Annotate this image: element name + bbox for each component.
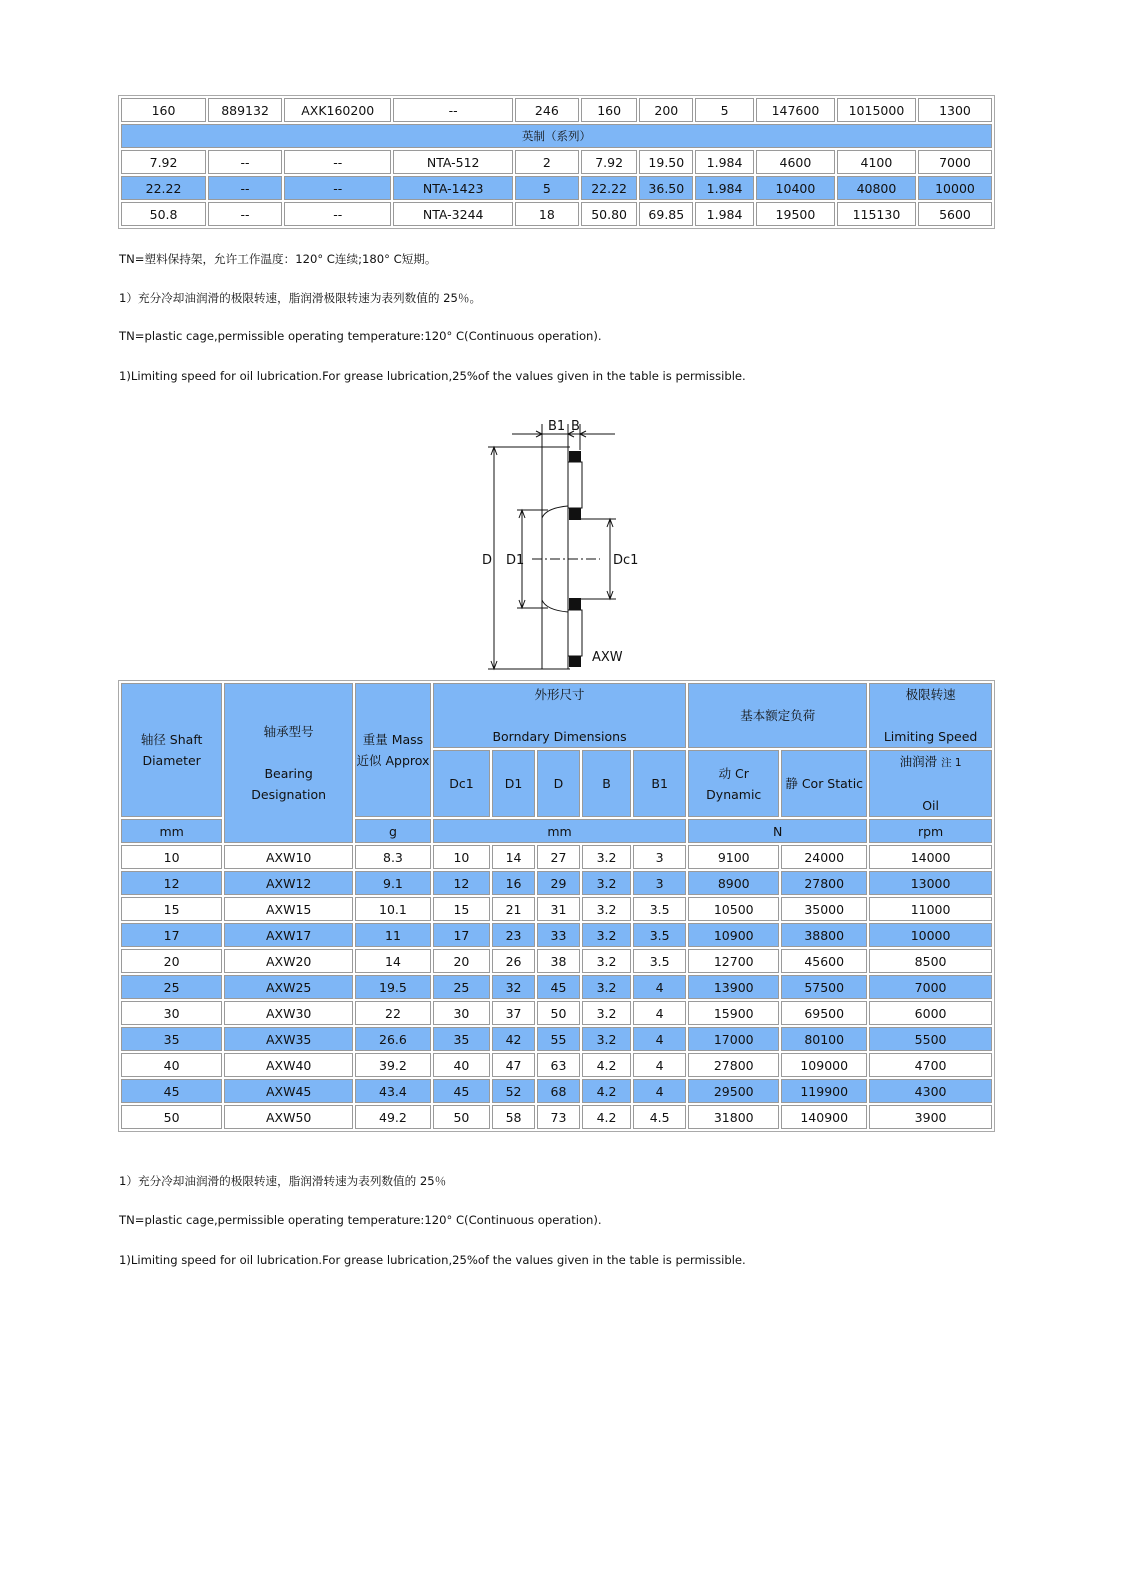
table-cell: 40800 bbox=[837, 176, 916, 200]
table-row bbox=[121, 923, 992, 947]
table-cell: 50 bbox=[121, 1105, 222, 1129]
table-cell: 160 bbox=[581, 98, 638, 122]
table-cell: 1.984 bbox=[695, 150, 754, 174]
table-cell: 10400 bbox=[756, 176, 835, 200]
unit-shaft: mm bbox=[121, 819, 222, 843]
table-row bbox=[121, 949, 992, 973]
table-cell: 47 bbox=[492, 1053, 535, 1077]
table-cell: 38800 bbox=[781, 923, 867, 947]
table-row bbox=[121, 202, 992, 226]
header-dims bbox=[433, 683, 686, 748]
table-cell: AXW20 bbox=[224, 949, 353, 973]
table-cell: AXW50 bbox=[224, 1105, 353, 1129]
table-cell: 12700 bbox=[688, 949, 779, 973]
table-cell: 9.1 bbox=[355, 871, 431, 895]
table-cell: AXW17 bbox=[224, 923, 353, 947]
table-cell: 31800 bbox=[688, 1105, 779, 1129]
table-cell: 3.2 bbox=[582, 871, 631, 895]
table-cell: 7000 bbox=[869, 975, 992, 999]
unit-load: N bbox=[688, 819, 867, 843]
table-cell: 49.2 bbox=[355, 1105, 431, 1129]
table-cell: AXW40 bbox=[224, 1053, 353, 1077]
table-row bbox=[121, 150, 992, 174]
header-speed-en: Limiting Speed bbox=[883, 729, 978, 744]
table-cell: -- bbox=[208, 176, 282, 200]
table-cell: NTA-512 bbox=[393, 150, 513, 174]
table-cell: 35 bbox=[121, 1027, 222, 1051]
header-dims-en: Borndary Dimensions bbox=[492, 729, 627, 744]
table-cell: 5600 bbox=[918, 202, 992, 226]
table-cell: 18 bbox=[515, 202, 579, 226]
table-row bbox=[121, 845, 992, 869]
table-cell: 7.92 bbox=[121, 150, 206, 174]
header-shaft-en: Diameter bbox=[142, 753, 201, 768]
table-cell: -- bbox=[284, 150, 391, 174]
table-cell: 6000 bbox=[869, 1001, 992, 1025]
table-cell: 19.50 bbox=[639, 150, 693, 174]
table-cell: 58 bbox=[492, 1105, 535, 1129]
table-cell: 10 bbox=[121, 845, 222, 869]
axw-table bbox=[118, 680, 995, 1132]
table-row bbox=[121, 897, 992, 921]
header-designation-en: Bearing Designation bbox=[251, 766, 327, 802]
table-cell: 35 bbox=[433, 1027, 490, 1051]
table-cell: 25 bbox=[433, 975, 490, 999]
table-cell: 4.2 bbox=[582, 1105, 631, 1129]
header-oil bbox=[869, 750, 992, 817]
table-cell: 19500 bbox=[756, 202, 835, 226]
table-cell: 42 bbox=[492, 1027, 535, 1051]
table-cell: 27800 bbox=[688, 1053, 779, 1077]
table-cell: AXW12 bbox=[224, 871, 353, 895]
table-row bbox=[121, 1053, 992, 1077]
table-cell: 3 bbox=[633, 871, 686, 895]
table-cell: 14000 bbox=[869, 845, 992, 869]
axk-nta-table-body bbox=[121, 98, 992, 226]
header-speed-cn: 极限转速 bbox=[905, 687, 956, 702]
table-cell: 8500 bbox=[869, 949, 992, 973]
table-cell: 27800 bbox=[781, 871, 867, 895]
table-cell: 14 bbox=[355, 949, 431, 973]
header-dims-cn: 外形尺寸 bbox=[534, 687, 585, 702]
table-cell: 26.6 bbox=[355, 1027, 431, 1051]
unit-speed: rpm bbox=[869, 819, 992, 843]
table-cell: 26 bbox=[492, 949, 535, 973]
table-cell: 50 bbox=[433, 1105, 490, 1129]
axw-table-body bbox=[121, 683, 992, 1129]
axk-nta-table bbox=[118, 95, 995, 229]
table-cell: 55 bbox=[537, 1027, 580, 1051]
table-cell: 33 bbox=[537, 923, 580, 947]
table-cell: 17 bbox=[121, 923, 222, 947]
table-cell: 25 bbox=[121, 975, 222, 999]
table-cell: 160 bbox=[121, 98, 206, 122]
table-cell: 39.2 bbox=[355, 1053, 431, 1077]
header-oil-cn: 油润滑 bbox=[899, 754, 938, 769]
table-row bbox=[121, 1105, 992, 1129]
header-row-1 bbox=[121, 683, 992, 748]
table-cell: 4700 bbox=[869, 1053, 992, 1077]
header-mass bbox=[355, 683, 431, 817]
table-cell: 10000 bbox=[918, 176, 992, 200]
table-cell: 17000 bbox=[688, 1027, 779, 1051]
note-bottom-limit-cn: 1）充分冷却油润滑的极限转速，脂润滑转速为表列数值的 25％ bbox=[119, 1174, 447, 1188]
table-cell: 140900 bbox=[781, 1105, 867, 1129]
note-tn-cn: TN=塑料保持架，允许工作温度：120° C连续;180° C短期。 bbox=[119, 252, 437, 266]
note-bottom-limit-en: 1)Limiting speed for oil lubrication.For grease lubrication,25%of the values given in the table is permissible. bbox=[119, 1253, 746, 1267]
table-cell: AXW10 bbox=[224, 845, 353, 869]
unit-dims: mm bbox=[433, 819, 686, 843]
table-cell: AXW25 bbox=[224, 975, 353, 999]
table-cell: 30 bbox=[433, 1001, 490, 1025]
table-row bbox=[121, 176, 992, 200]
table-cell: 147600 bbox=[756, 98, 835, 122]
table-cell: 40 bbox=[121, 1053, 222, 1077]
table-cell: 115130 bbox=[837, 202, 916, 226]
table-row bbox=[121, 871, 992, 895]
table-cell: 4.2 bbox=[582, 1053, 631, 1077]
table-cell: 119900 bbox=[781, 1079, 867, 1103]
header-speed bbox=[869, 683, 992, 748]
note-limit-cn: 1）充分冷却油润滑的极限转速，脂润滑极限转速为表列数值的 25％。 bbox=[119, 291, 482, 305]
table-cell: AXK160200 bbox=[284, 98, 391, 122]
table-cell: 3.5 bbox=[633, 949, 686, 973]
table-cell: 4300 bbox=[869, 1079, 992, 1103]
header-load-cn: 基本额定负荷 bbox=[740, 708, 816, 723]
table-cell: 45 bbox=[537, 975, 580, 999]
table-cell: 3.2 bbox=[582, 1027, 631, 1051]
header-b1: B1 bbox=[633, 750, 686, 817]
label-d: D bbox=[482, 553, 493, 568]
table-cell: NTA-3244 bbox=[393, 202, 513, 226]
table-cell: 50 bbox=[537, 1001, 580, 1025]
header-cor: 静 Cor Static bbox=[781, 750, 867, 817]
table-cell: 10 bbox=[433, 845, 490, 869]
table-cell: 3.2 bbox=[582, 975, 631, 999]
header-b: B bbox=[582, 750, 631, 817]
table-cell: 3900 bbox=[869, 1105, 992, 1129]
table-cell: 4 bbox=[633, 975, 686, 999]
table-cell: 889132 bbox=[208, 98, 282, 122]
header-mass-en: 近似 Approx bbox=[356, 753, 430, 768]
table-cell: 4.2 bbox=[582, 1079, 631, 1103]
unit-mass: g bbox=[355, 819, 431, 843]
table-cell: AXW30 bbox=[224, 1001, 353, 1025]
header-oil-en: Oil bbox=[922, 798, 939, 813]
table-cell: 30 bbox=[121, 1001, 222, 1025]
table-cell: 10500 bbox=[688, 897, 779, 921]
table-cell: 20 bbox=[433, 949, 490, 973]
table-cell: 1.984 bbox=[695, 176, 754, 200]
table-cell: 1300 bbox=[918, 98, 992, 122]
table-cell: -- bbox=[284, 202, 391, 226]
table-cell: 109000 bbox=[781, 1053, 867, 1077]
table-cell: 3 bbox=[633, 845, 686, 869]
table-cell: 8900 bbox=[688, 871, 779, 895]
table-cell: 10.1 bbox=[355, 897, 431, 921]
table-cell: 16 bbox=[492, 871, 535, 895]
header-oil-note: 注 1 bbox=[941, 757, 962, 769]
table-cell: 3.2 bbox=[582, 897, 631, 921]
table-row bbox=[121, 1079, 992, 1103]
table-cell: 8.3 bbox=[355, 845, 431, 869]
table-cell: 57500 bbox=[781, 975, 867, 999]
table-cell: 12 bbox=[121, 871, 222, 895]
table-cell: 15 bbox=[121, 897, 222, 921]
table-cell: 4.5 bbox=[633, 1105, 686, 1129]
table-cell: 20 bbox=[121, 949, 222, 973]
table-cell: 35000 bbox=[781, 897, 867, 921]
table-cell: 5 bbox=[695, 98, 754, 122]
header-mass-cn: 重量 Mass bbox=[362, 732, 424, 747]
table-cell: 29 bbox=[537, 871, 580, 895]
table-cell: 9100 bbox=[688, 845, 779, 869]
table-cell: 15900 bbox=[688, 1001, 779, 1025]
table-cell: 38 bbox=[537, 949, 580, 973]
table-cell: AXW15 bbox=[224, 897, 353, 921]
table-cell: 13000 bbox=[869, 871, 992, 895]
table-cell: 22.22 bbox=[121, 176, 206, 200]
header-cr: 动 Cr Dynamic bbox=[688, 750, 779, 817]
table-cell: -- bbox=[208, 150, 282, 174]
table-cell: 15 bbox=[433, 897, 490, 921]
header-shaft bbox=[121, 683, 222, 817]
table-cell: NTA-1423 bbox=[393, 176, 513, 200]
table-cell: 80100 bbox=[781, 1027, 867, 1051]
table-cell: -- bbox=[284, 176, 391, 200]
table-cell: 24000 bbox=[781, 845, 867, 869]
table-cell: -- bbox=[208, 202, 282, 226]
table-cell: 69.85 bbox=[639, 202, 693, 226]
note-bottom-tn-en: TN=plastic cage,permissible operating temperature:120° C(Continuous operation). bbox=[119, 1213, 602, 1227]
header-dc1: Dc1 bbox=[433, 750, 490, 817]
table-cell: 4 bbox=[633, 1001, 686, 1025]
table-cell: 63 bbox=[537, 1053, 580, 1077]
table-cell: 4600 bbox=[756, 150, 835, 174]
table-cell: 37 bbox=[492, 1001, 535, 1025]
table-cell: 36.50 bbox=[639, 176, 693, 200]
table-cell: 4 bbox=[633, 1027, 686, 1051]
table-cell: 11 bbox=[355, 923, 431, 947]
table-cell: 22 bbox=[355, 1001, 431, 1025]
table-cell: 21 bbox=[492, 897, 535, 921]
table-cell: 45 bbox=[433, 1079, 490, 1103]
note-limit-en: 1)Limiting speed for oil lubrication.For grease lubrication,25%of the values given in the table is permissible. bbox=[119, 369, 746, 383]
note-tn-en: TN=plastic cage,permissible operating temperature:120° C(Continuous operation). bbox=[119, 329, 602, 343]
table-cell: 4 bbox=[633, 1053, 686, 1077]
table-cell: 7.92 bbox=[581, 150, 638, 174]
table-cell: 3.5 bbox=[633, 923, 686, 947]
table-cell: 50.8 bbox=[121, 202, 206, 226]
label-b1: B1 bbox=[548, 419, 566, 434]
table-cell: 12 bbox=[433, 871, 490, 895]
table-cell: 31 bbox=[537, 897, 580, 921]
table-cell: 10900 bbox=[688, 923, 779, 947]
table-cell: 73 bbox=[537, 1105, 580, 1129]
table-cell: 1.984 bbox=[695, 202, 754, 226]
table-cell: 32 bbox=[492, 975, 535, 999]
table-row bbox=[121, 1027, 992, 1051]
table-cell: 52 bbox=[492, 1079, 535, 1103]
table-cell: -- bbox=[393, 98, 513, 122]
table-cell: 45 bbox=[121, 1079, 222, 1103]
table-cell: 4100 bbox=[837, 150, 916, 174]
header-designation-cn: 轴承型号 bbox=[263, 724, 314, 739]
header-shaft-cn: 轴径 Shaft bbox=[140, 732, 203, 747]
table-cell: 1015000 bbox=[837, 98, 916, 122]
table-cell: 69500 bbox=[781, 1001, 867, 1025]
table-cell: 43.4 bbox=[355, 1079, 431, 1103]
table-cell: 45600 bbox=[781, 949, 867, 973]
label-d1: D1 bbox=[506, 553, 525, 568]
table-cell: 29500 bbox=[688, 1079, 779, 1103]
label-dc1: Dc1 bbox=[613, 553, 639, 568]
table-row bbox=[121, 975, 992, 999]
label-axw: AXW bbox=[592, 650, 623, 665]
table-cell: 14 bbox=[492, 845, 535, 869]
table-row bbox=[121, 98, 992, 122]
header-d: D bbox=[537, 750, 580, 817]
header-load bbox=[688, 683, 867, 748]
section-label: 英制（系列） bbox=[121, 124, 992, 148]
table-cell: 19.5 bbox=[355, 975, 431, 999]
table-cell: 50.80 bbox=[581, 202, 638, 226]
axw-bearing-diagram bbox=[480, 410, 639, 675]
table-cell: AXW35 bbox=[224, 1027, 353, 1051]
table-cell: 10000 bbox=[869, 923, 992, 947]
table-cell: 3.2 bbox=[582, 1001, 631, 1025]
table-cell: 22.22 bbox=[581, 176, 638, 200]
table-cell: 7000 bbox=[918, 150, 992, 174]
table-cell: 3.5 bbox=[633, 897, 686, 921]
table-cell: AXW45 bbox=[224, 1079, 353, 1103]
table-cell: 3.2 bbox=[582, 923, 631, 947]
header-d1: D1 bbox=[492, 750, 535, 817]
table-cell: 40 bbox=[433, 1053, 490, 1077]
table-cell: 23 bbox=[492, 923, 535, 947]
table-row bbox=[121, 1001, 992, 1025]
table-cell: 3.2 bbox=[582, 949, 631, 973]
header-designation bbox=[224, 683, 353, 843]
table-cell: 246 bbox=[515, 98, 579, 122]
table-cell: 17 bbox=[433, 923, 490, 947]
table-cell: 5 bbox=[515, 176, 579, 200]
table-cell: 3.2 bbox=[582, 845, 631, 869]
table-cell: 2 bbox=[515, 150, 579, 174]
table-cell: 200 bbox=[639, 98, 693, 122]
section-row bbox=[121, 124, 992, 148]
table-cell: 4 bbox=[633, 1079, 686, 1103]
table-cell: 5500 bbox=[869, 1027, 992, 1051]
label-b: B bbox=[571, 419, 580, 434]
table-cell: 68 bbox=[537, 1079, 580, 1103]
table-cell: 13900 bbox=[688, 975, 779, 999]
table-cell: 11000 bbox=[869, 897, 992, 921]
table-cell: 27 bbox=[537, 845, 580, 869]
